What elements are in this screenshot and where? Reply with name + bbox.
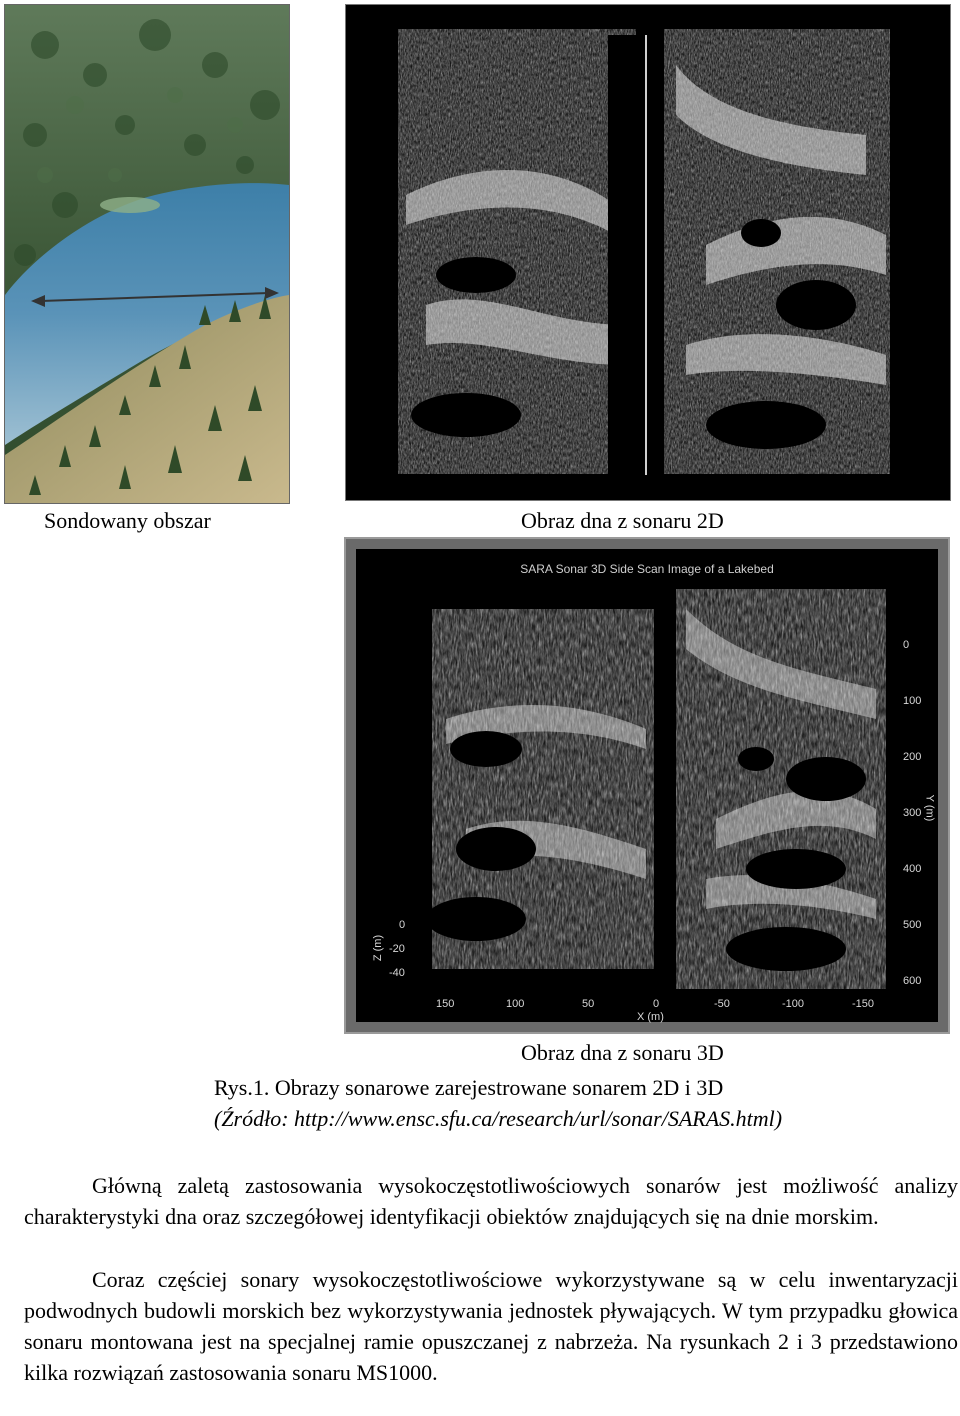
y-tick: 600 (903, 975, 922, 987)
x-tick: 0 (653, 998, 660, 1010)
y-axis-label: Y (m) (923, 794, 936, 822)
y-tick: 100 (903, 695, 922, 707)
z-tick: -40 (389, 967, 405, 979)
body-paragraph: Coraz częściej sonary wysokoczęstotliwościowe wykorzystywane są w celu inwentaryzacji podwodnych budowli morskich bez wykorzystywania jednostek pływających. W tym przypadku głowica sonaru montowana jest na specjalnej ramie opuszczanej z nabrzeża. Na rysunkach 2 i 3 przedstawiono kilka rozwiązań zastosowania sonaru MS1000. (24, 1267, 958, 1385)
x-tick: 50 (582, 998, 595, 1010)
sonar-2d-graphic (346, 5, 950, 500)
sonar-3d-plot-area (356, 549, 938, 1022)
body-paragraph: Główną zaletą zastosowania wysokoczęstotliwościowych sonarów jest możliwość analizy charakterystyki dna oraz szczegółowej identyfikacji obiektów znajdujących się na dnie morskim. (24, 1173, 958, 1229)
y-tick: 500 (903, 919, 922, 931)
photo-caption: Sondowany obszar (44, 508, 211, 533)
z-tick: -20 (389, 943, 405, 955)
x-tick: 100 (506, 998, 525, 1010)
figure-caption-title: Rys.1. Obrazy sonarowe zarejestrowane sonarem 2D i 3D (214, 1075, 724, 1100)
lake-photo (4, 4, 290, 504)
x-tick: -150 (852, 998, 875, 1010)
y-tick: 200 (903, 751, 922, 763)
lake-photo-graphic (5, 5, 289, 503)
y-tick: 0 (903, 639, 910, 651)
z-axis-label: Z (m) (372, 934, 385, 962)
sonar-2d-image (345, 4, 951, 501)
sonar-3d-caption: Obraz dna z sonaru 3D (521, 1040, 724, 1065)
y-tick: 400 (903, 863, 922, 875)
y-tick: 300 (903, 807, 922, 819)
sonar-3d-plot (344, 537, 950, 1034)
plot-title: SARA Sonar 3D Side Scan Image of a Lakebed (520, 562, 774, 576)
x-tick: -50 (714, 998, 730, 1010)
sonar-3d-graphic (356, 549, 938, 1022)
x-axis-label: X (m) (637, 1011, 664, 1023)
x-tick: 150 (436, 998, 455, 1010)
sonar-2d-caption: Obraz dna z sonaru 2D (521, 508, 724, 533)
figure-caption-source: (Źródło: http://www.ensc.sfu.ca/research/url/sonar/SARAS.html) (214, 1106, 783, 1131)
x-tick: -100 (782, 998, 805, 1010)
z-tick: 0 (399, 919, 406, 931)
